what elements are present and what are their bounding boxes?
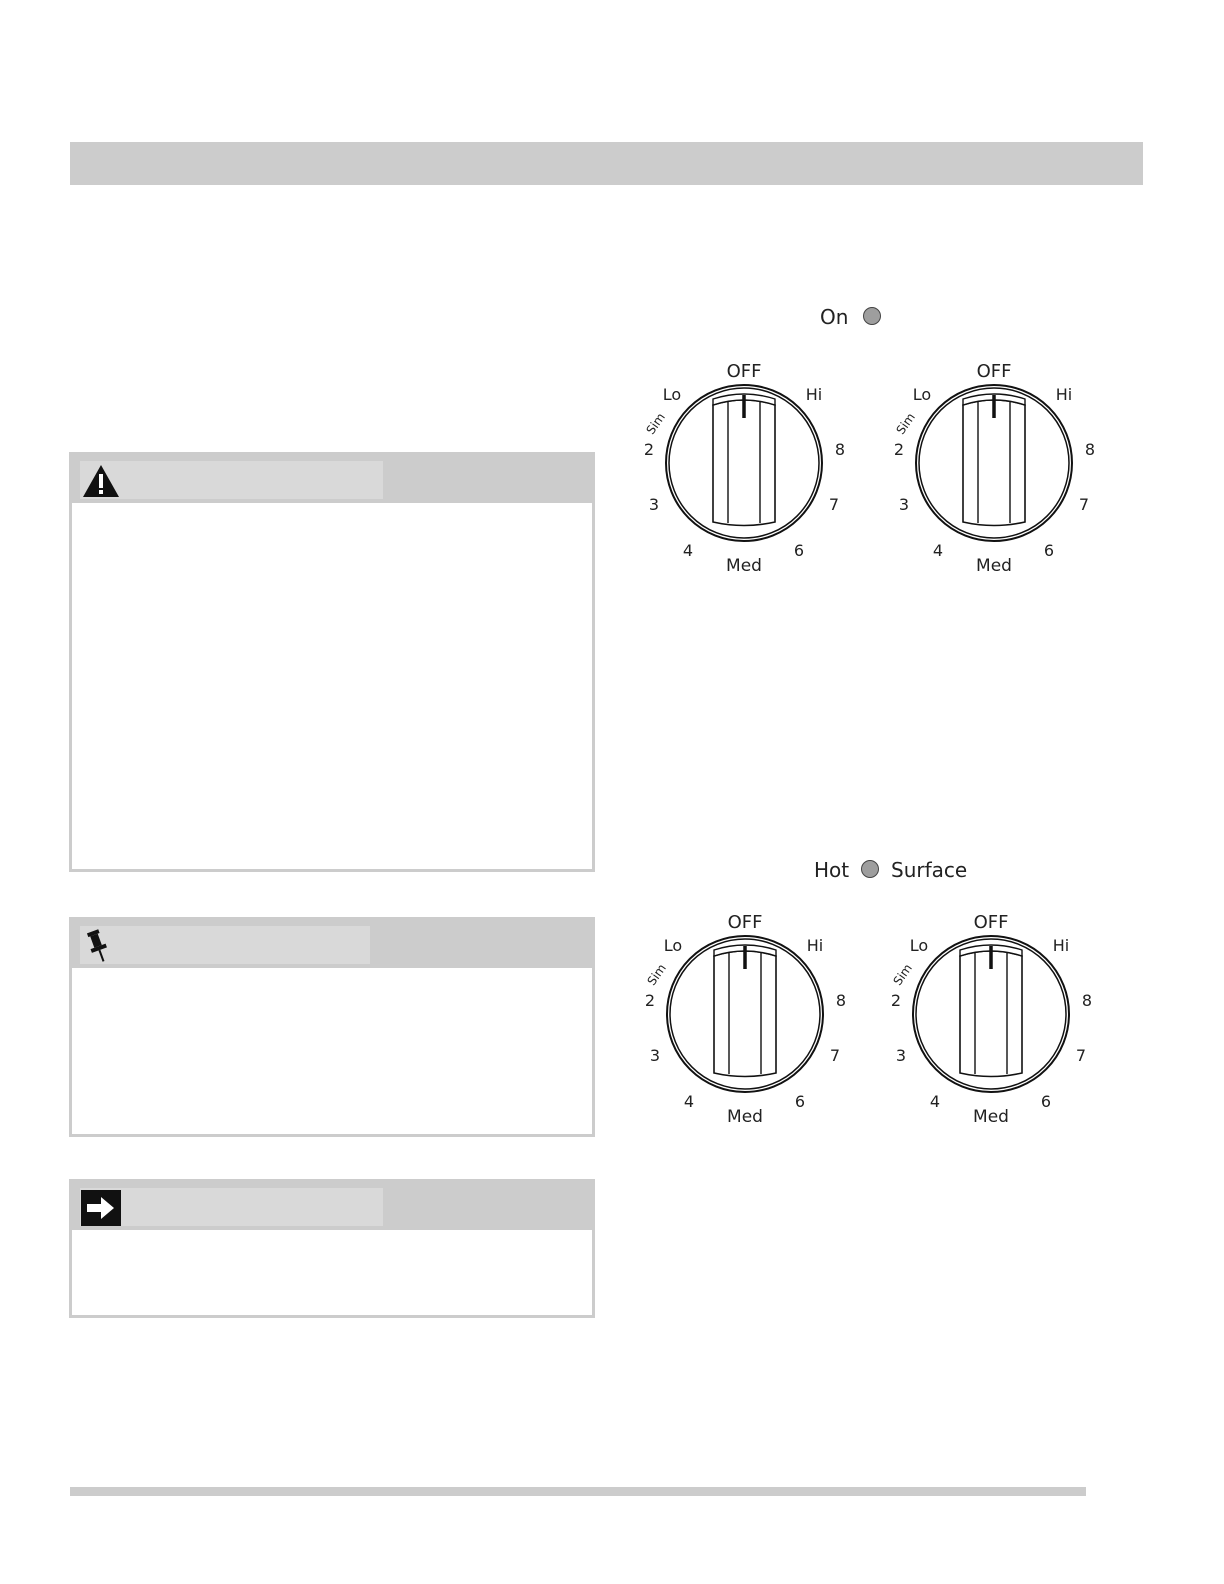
dial-label-3: 3 xyxy=(895,1046,907,1065)
dial-label-hi: Hi xyxy=(806,936,824,955)
hot-indicator-label: Hot xyxy=(814,858,850,882)
dial-label-med: Med xyxy=(976,556,1012,576)
dial-label-7: 7 xyxy=(828,495,840,514)
dial-label-4: 4 xyxy=(683,1092,695,1111)
important-callout xyxy=(69,1179,595,1318)
dial-label-7: 7 xyxy=(1078,495,1090,514)
dial-label-lo: Lo xyxy=(662,385,682,404)
note-callout xyxy=(69,917,595,1137)
dial-label-2: 2 xyxy=(644,991,656,1010)
control-knob[interactable] xyxy=(625,894,865,1134)
pushpin-icon xyxy=(81,928,121,964)
dial-label-8: 8 xyxy=(835,991,847,1010)
dial-label-med: Med xyxy=(973,1107,1009,1127)
warning-callout-tab xyxy=(80,461,383,499)
dial-label-2: 2 xyxy=(890,991,902,1010)
knob-bottom-left xyxy=(625,894,865,1139)
dial-label-8: 8 xyxy=(1084,440,1096,459)
dial-label-6: 6 xyxy=(1043,541,1055,560)
important-callout-tab xyxy=(80,1188,383,1226)
hot-surface-indicator-light xyxy=(861,860,879,878)
surface-indicator-label: Surface xyxy=(891,858,968,882)
dial-label-8: 8 xyxy=(1081,991,1093,1010)
dial-label-4: 4 xyxy=(929,1092,941,1111)
knob-grip xyxy=(960,951,1022,1077)
on-indicator-light xyxy=(863,307,881,325)
dial-label-sim: Sim xyxy=(890,961,915,988)
dial-label-2: 2 xyxy=(893,440,905,459)
dial-label-hi: Hi xyxy=(1052,936,1070,955)
dial-label-sim: Sim xyxy=(893,410,918,437)
dial-label-7: 7 xyxy=(829,1046,841,1065)
dial-label-off: OFF xyxy=(976,361,1012,382)
control-knob[interactable] xyxy=(624,343,864,583)
knob-grip xyxy=(713,400,775,526)
arrow-right-icon xyxy=(81,1190,121,1226)
on-indicator-label: On xyxy=(820,305,849,329)
dial-label-4: 4 xyxy=(682,541,694,560)
dial-label-hi: Hi xyxy=(1055,385,1073,404)
note-callout-header xyxy=(72,920,592,968)
dial-label-4: 4 xyxy=(932,541,944,560)
footer-bar xyxy=(70,1487,1086,1496)
knob-top-right xyxy=(874,343,1114,588)
dial-label-sim: Sim xyxy=(644,961,669,988)
dial-label-sim: Sim xyxy=(643,410,668,437)
dial-label-lo: Lo xyxy=(663,936,683,955)
dial-label-off: OFF xyxy=(973,912,1009,933)
dial-label-3: 3 xyxy=(648,495,660,514)
warning-callout xyxy=(69,452,595,872)
important-callout-header xyxy=(72,1182,592,1230)
control-knob[interactable] xyxy=(874,343,1114,583)
knob-grip xyxy=(714,951,776,1077)
dial-label-3: 3 xyxy=(649,1046,661,1065)
knob-top-left xyxy=(624,343,864,588)
warning-callout-header xyxy=(72,455,592,503)
dial-label-8: 8 xyxy=(834,440,846,459)
dial-label-6: 6 xyxy=(793,541,805,560)
dial-label-off: OFF xyxy=(726,361,762,382)
dial-label-lo: Lo xyxy=(909,936,929,955)
header-bar xyxy=(70,142,1143,185)
dial-label-lo: Lo xyxy=(912,385,932,404)
dial-label-3: 3 xyxy=(898,495,910,514)
dial-label-6: 6 xyxy=(794,1092,806,1111)
control-knob[interactable] xyxy=(871,894,1111,1134)
dial-label-2: 2 xyxy=(643,440,655,459)
dial-label-off: OFF xyxy=(727,912,763,933)
knob-bottom-right xyxy=(871,894,1111,1139)
dial-label-med: Med xyxy=(726,556,762,576)
dial-label-med: Med xyxy=(727,1107,763,1127)
dial-label-hi: Hi xyxy=(805,385,823,404)
dial-label-7: 7 xyxy=(1075,1046,1087,1065)
dial-label-6: 6 xyxy=(1040,1092,1052,1111)
knob-grip xyxy=(963,400,1025,526)
warning-triangle-icon xyxy=(81,463,121,499)
note-callout-tab xyxy=(80,926,370,964)
